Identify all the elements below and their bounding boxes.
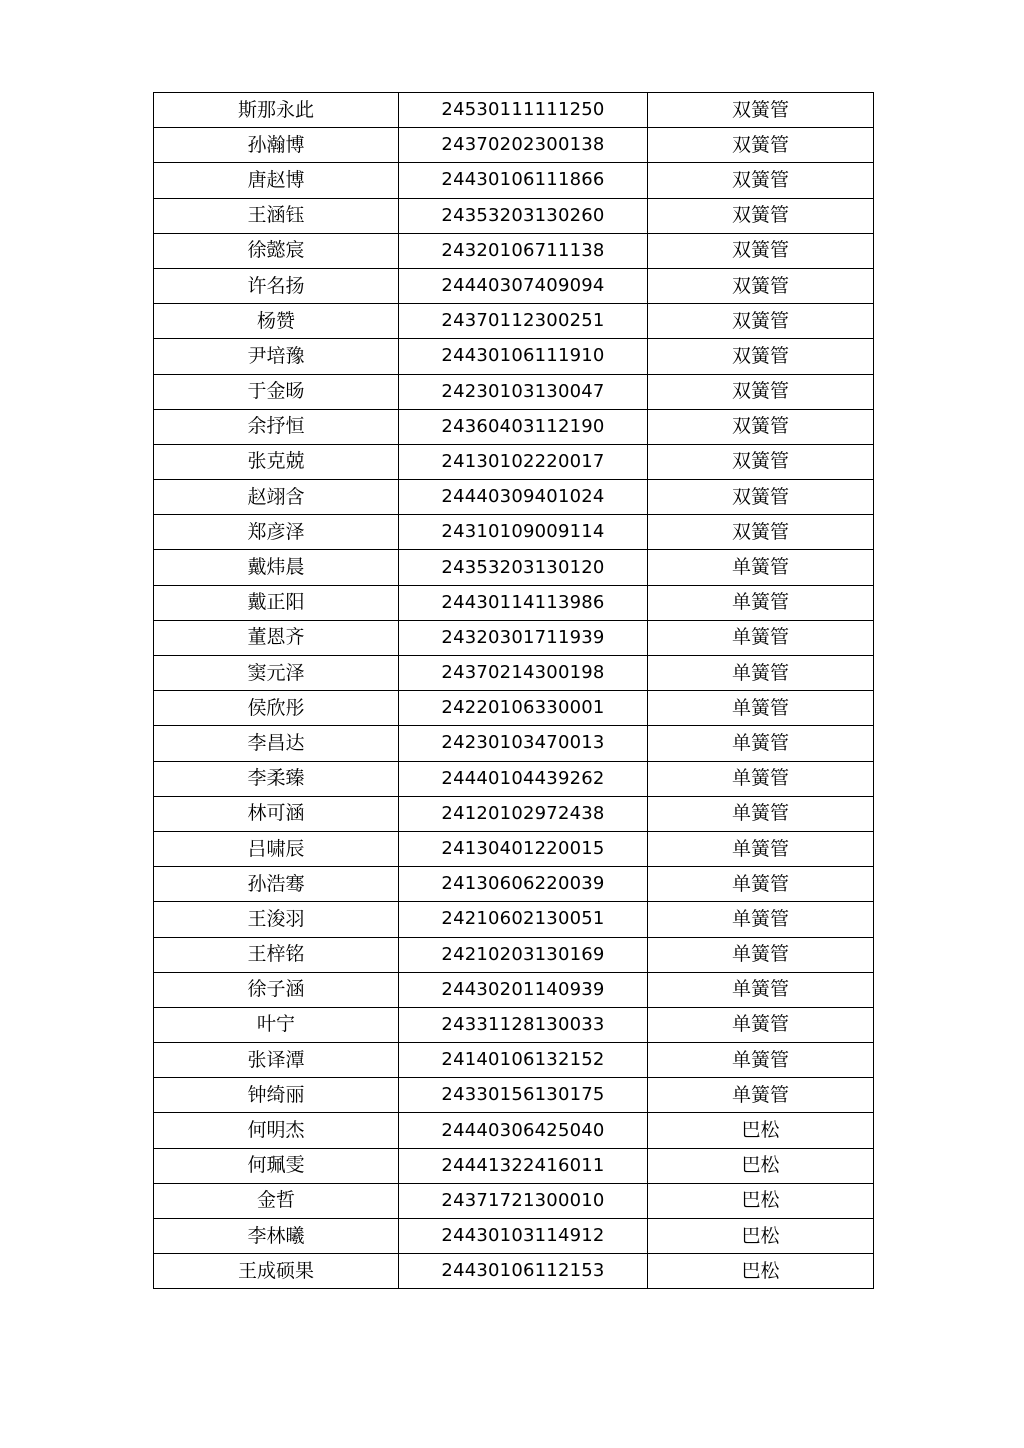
exam-number-cell: 24370112300251	[399, 304, 648, 339]
exam-number-cell: 24130606220039	[399, 867, 648, 902]
table-row	[154, 1183, 874, 1218]
table-row	[154, 761, 874, 796]
instrument-cell: 双簧管	[648, 128, 874, 163]
table-row	[154, 726, 874, 761]
exam-number-cell: 24140106132152	[399, 1043, 648, 1078]
table-row	[154, 304, 874, 339]
table-row	[154, 198, 874, 233]
student-name-cell: 侯欣彤	[154, 691, 399, 726]
exam-number-cell: 24430103114912	[399, 1219, 648, 1254]
student-name-cell: 金哲	[154, 1183, 399, 1218]
instrument-cell: 单簧管	[648, 831, 874, 866]
table-row	[154, 1043, 874, 1078]
instrument-cell: 单簧管	[648, 691, 874, 726]
instrument-cell: 双簧管	[648, 233, 874, 268]
student-name-cell: 尹培豫	[154, 339, 399, 374]
roster-body	[154, 93, 874, 1289]
instrument-cell: 单簧管	[648, 761, 874, 796]
student-name-cell: 林可涵	[154, 796, 399, 831]
student-name-cell: 何珮雯	[154, 1148, 399, 1183]
exam-number-cell: 24331128130033	[399, 1007, 648, 1042]
student-name-cell: 许名扬	[154, 268, 399, 303]
exam-number-cell: 24530111111250	[399, 93, 648, 128]
exam-number-cell: 24330156130175	[399, 1078, 648, 1113]
table-row	[154, 867, 874, 902]
instrument-cell: 双簧管	[648, 480, 874, 515]
instrument-cell: 双簧管	[648, 268, 874, 303]
student-name-cell: 王浚羽	[154, 902, 399, 937]
instrument-cell: 单簧管	[648, 1007, 874, 1042]
table-row	[154, 409, 874, 444]
student-name-cell: 徐子涵	[154, 972, 399, 1007]
exam-number-cell: 24310109009114	[399, 515, 648, 550]
instrument-cell: 巴松	[648, 1113, 874, 1148]
exam-number-cell: 24370202300138	[399, 128, 648, 163]
instrument-cell: 双簧管	[648, 93, 874, 128]
exam-number-cell: 24130102220017	[399, 444, 648, 479]
table-row	[154, 444, 874, 479]
exam-number-cell: 24430106111910	[399, 339, 648, 374]
table-row	[154, 374, 874, 409]
exam-number-cell: 24210602130051	[399, 902, 648, 937]
student-name-cell: 董恩齐	[154, 620, 399, 655]
exam-number-cell: 24320106711138	[399, 233, 648, 268]
exam-number-cell: 24210203130169	[399, 937, 648, 972]
table-row	[154, 93, 874, 128]
table-row	[154, 656, 874, 691]
table-row	[154, 233, 874, 268]
table-row	[154, 1113, 874, 1148]
table-row	[154, 163, 874, 198]
student-name-cell: 王成硕果	[154, 1254, 399, 1289]
instrument-cell: 巴松	[648, 1148, 874, 1183]
instrument-cell: 单簧管	[648, 867, 874, 902]
exam-number-cell: 24430106111866	[399, 163, 648, 198]
instrument-cell: 单簧管	[648, 550, 874, 585]
instrument-cell: 双簧管	[648, 374, 874, 409]
table-row	[154, 515, 874, 550]
student-name-cell: 孙浩骞	[154, 867, 399, 902]
student-name-cell: 张克兢	[154, 444, 399, 479]
exam-number-cell: 24430201140939	[399, 972, 648, 1007]
exam-number-cell: 24130401220015	[399, 831, 648, 866]
table-row	[154, 550, 874, 585]
exam-number-cell: 24441322416011	[399, 1148, 648, 1183]
student-name-cell: 窦元泽	[154, 656, 399, 691]
student-name-cell: 徐懿宸	[154, 233, 399, 268]
instrument-cell: 单簧管	[648, 902, 874, 937]
student-name-cell: 叶宁	[154, 1007, 399, 1042]
instrument-cell: 巴松	[648, 1183, 874, 1218]
instrument-cell: 单簧管	[648, 796, 874, 831]
exam-number-cell: 24360403112190	[399, 409, 648, 444]
exam-number-cell: 24230103470013	[399, 726, 648, 761]
instrument-cell: 单簧管	[648, 1043, 874, 1078]
exam-number-cell: 24440309401024	[399, 480, 648, 515]
table-row	[154, 1219, 874, 1254]
table-row	[154, 902, 874, 937]
table-row	[154, 831, 874, 866]
instrument-cell: 巴松	[648, 1219, 874, 1254]
exam-number-cell: 24120102972438	[399, 796, 648, 831]
student-name-cell: 王梓铭	[154, 937, 399, 972]
student-name-cell: 郑彦泽	[154, 515, 399, 550]
student-name-cell: 戴炜晨	[154, 550, 399, 585]
student-name-cell: 余抒恒	[154, 409, 399, 444]
student-name-cell: 孙瀚博	[154, 128, 399, 163]
exam-number-cell: 24230103130047	[399, 374, 648, 409]
student-name-cell: 戴正阳	[154, 585, 399, 620]
student-name-cell: 赵翊含	[154, 480, 399, 515]
exam-number-cell: 24353203130260	[399, 198, 648, 233]
instrument-cell: 单簧管	[648, 937, 874, 972]
table-row	[154, 1148, 874, 1183]
table-row	[154, 480, 874, 515]
instrument-cell: 双簧管	[648, 515, 874, 550]
exam-number-cell: 24371721300010	[399, 1183, 648, 1218]
table-row	[154, 339, 874, 374]
table-row	[154, 972, 874, 1007]
exam-number-cell: 24353203130120	[399, 550, 648, 585]
student-name-cell: 吕啸辰	[154, 831, 399, 866]
instrument-cell: 单簧管	[648, 1078, 874, 1113]
student-name-cell: 于金旸	[154, 374, 399, 409]
instrument-cell: 单簧管	[648, 656, 874, 691]
table-row	[154, 620, 874, 655]
table-row	[154, 796, 874, 831]
student-name-cell: 斯那永此	[154, 93, 399, 128]
student-name-cell: 李柔臻	[154, 761, 399, 796]
instrument-cell: 单簧管	[648, 620, 874, 655]
instrument-cell: 双簧管	[648, 444, 874, 479]
student-name-cell: 杨赞	[154, 304, 399, 339]
table-row	[154, 937, 874, 972]
instrument-cell: 单簧管	[648, 972, 874, 1007]
exam-number-cell: 24440307409094	[399, 268, 648, 303]
instrument-cell: 双簧管	[648, 339, 874, 374]
student-name-cell: 李昌达	[154, 726, 399, 761]
instrument-cell: 单簧管	[648, 585, 874, 620]
exam-number-cell: 24370214300198	[399, 656, 648, 691]
instrument-cell: 巴松	[648, 1254, 874, 1289]
table-row	[154, 1078, 874, 1113]
instrument-cell: 双簧管	[648, 163, 874, 198]
roster-table	[153, 92, 874, 1289]
instrument-cell: 单簧管	[648, 726, 874, 761]
table-row	[154, 268, 874, 303]
exam-number-cell: 24320301711939	[399, 620, 648, 655]
table-row	[154, 1254, 874, 1289]
exam-number-cell: 24440104439262	[399, 761, 648, 796]
table-row	[154, 585, 874, 620]
exam-number-cell: 24220106330001	[399, 691, 648, 726]
table-row	[154, 1007, 874, 1042]
student-name-cell: 张译潭	[154, 1043, 399, 1078]
instrument-cell: 双簧管	[648, 304, 874, 339]
exam-number-cell: 24430106112153	[399, 1254, 648, 1289]
student-name-cell: 李林曦	[154, 1219, 399, 1254]
table-row	[154, 691, 874, 726]
instrument-cell: 双簧管	[648, 409, 874, 444]
student-name-cell: 唐赵博	[154, 163, 399, 198]
student-name-cell: 钟绮丽	[154, 1078, 399, 1113]
student-name-cell: 王涵钰	[154, 198, 399, 233]
table-row	[154, 128, 874, 163]
exam-number-cell: 24430114113986	[399, 585, 648, 620]
student-name-cell: 何明杰	[154, 1113, 399, 1148]
exam-number-cell: 24440306425040	[399, 1113, 648, 1148]
instrument-cell: 双簧管	[648, 198, 874, 233]
